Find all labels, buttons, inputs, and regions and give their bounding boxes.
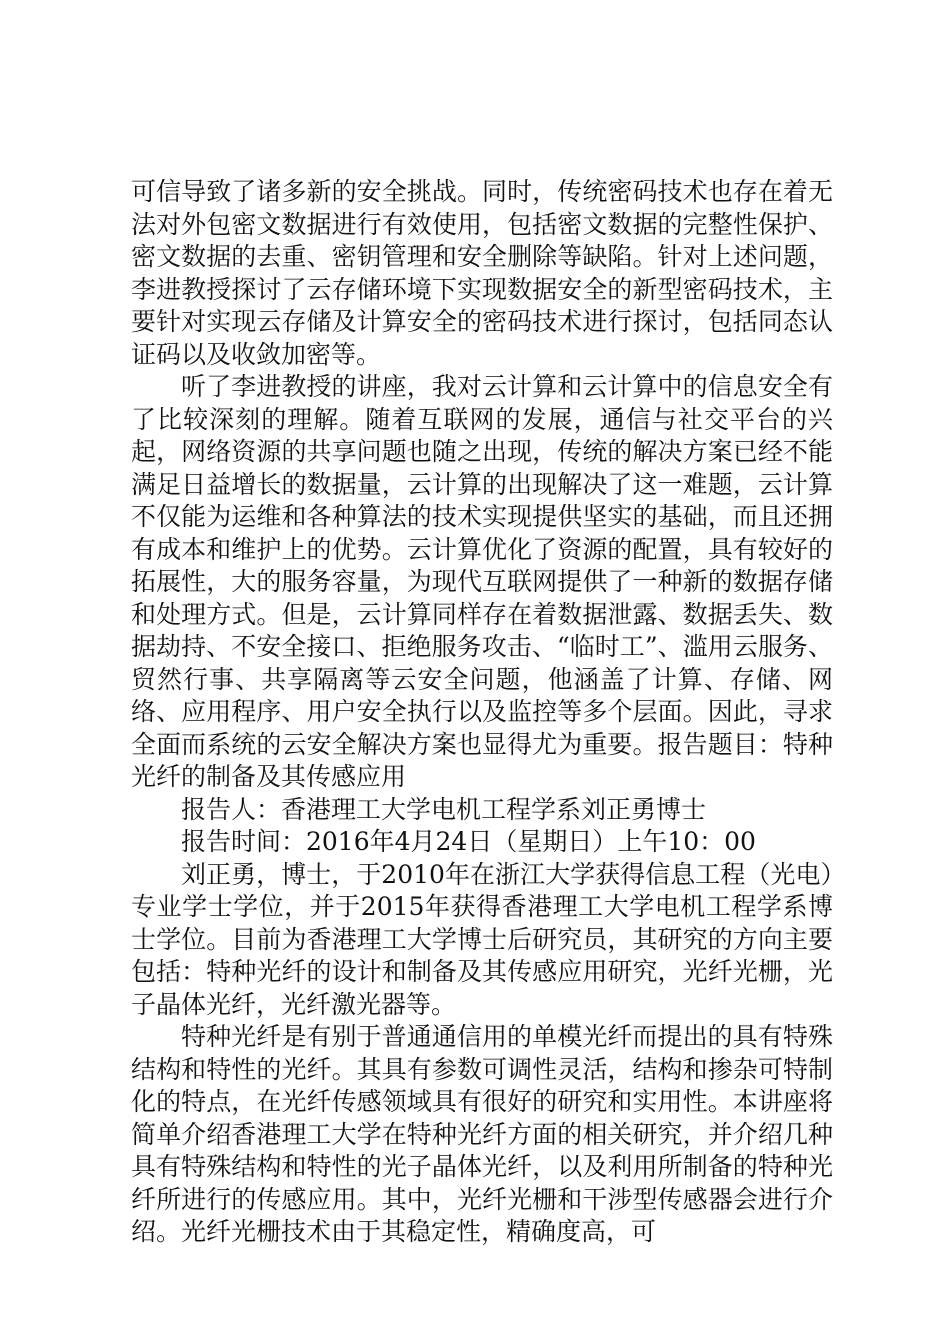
- paragraph-speaker-bio: 刘正勇，博士，于2010年在浙江大学获得信息工程（光电）专业学士学位，并于2015年获得香港理工大学电机工程学系博士学位。目前为香港理工大学博士后研究员，其研究的方向主要包括：特种光纤的设计和制备及其传感应用研究，光纤光栅，光子晶体光纤，光纤激光器等。: [131, 859, 833, 1019]
- paragraph-speaker: 报告人：香港理工大学电机工程学系刘正勇博士: [181, 794, 707, 824]
- paragraph-continuation: 可信导致了诸多新的安全挑战。同时，传统密码技术也存在着无法对外包密文数据进行有效使用，包括密文数据的完整性保护、密文数据的去重、密钥管理和安全删除等缺陷。针对上述问题，李进教授探讨了云存储环境下实现数据安全的新型密码技术，主要针对实现云存储及计算安全的密码技术进行探讨，包括同态认证码以及收敛加密等。: [131, 177, 833, 369]
- paragraph-lecture-reflection: 听了李进教授的讲座，我对云计算和云计算中的信息安全有了比较深刻的理解。随着互联网的发展，通信与社交平台的兴起，网络资源的共享问题也随之出现，传统的解决方案已经不能满足日益增长的数据量，云计算的出现解决了这一难题，云计算不仅能为运维和各种算法的技术实现提供坚实的基础，而且还拥有成本和维护上的优势。云计算优化了资源的配置，具有较好的拓展性，大的服务容量，为现代互联网提供了一种新的数据存储和处理方式。但是，云计算同样存在着数据泄露、数据丢失、数据劫持、不安全接口、拒绝服务攻击、“临时工”、滥用云服务、贸然行事、共享隔离等云安全问题，他涵盖了计算、存储、网络、应用程序、用户安全执行以及监控等多个层面。因此，寻求全面而系统的云安全解决方案也显得尤为重要。报告题目：特种光纤的制备及其传感应用: [131, 372, 833, 791]
- paragraph-report-time: 报告时间：2016年4月24日（星期日）上午10：00: [181, 827, 756, 856]
- document-body: [131, 176, 833, 1249]
- paragraph-special-fiber: 特种光纤是有别于普通通信用的单模光纤而提出的具有特殊结构和特性的光纤。其具有参数可调性灵活，结构和掺杂可特制化的特点，在光纤传感领域具有很好的研究和实用性。本讲座将简单介绍香港理工大学在特种光纤方面的相关研究，并介绍几种具有特殊结构和特性的光子晶体光纤，以及利用所制备的特种光纤所进行的传感应用。其中，光纤光栅和干涉型传感器会进行介绍。光纤光栅技术由于其稳定性，精确度高，可: [131, 1022, 833, 1246]
